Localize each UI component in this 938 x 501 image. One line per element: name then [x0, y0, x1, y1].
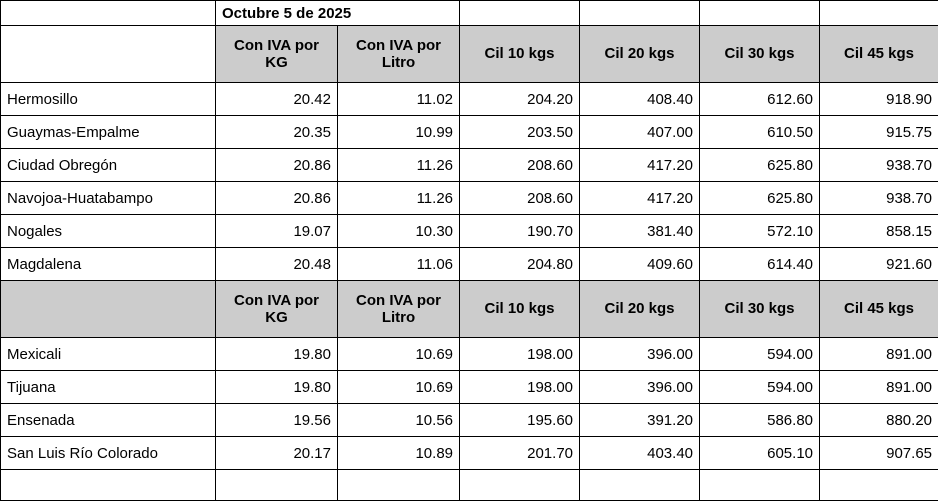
- header-row-baja: [1, 281, 938, 338]
- header-line-1: Con IVA por: [356, 37, 441, 54]
- column-header-cil-10: Cil 10 kgs: [460, 281, 580, 338]
- value-con-iva-kg: 19.80: [216, 338, 338, 371]
- value-con-iva-litro: 10.69: [338, 338, 460, 371]
- header-line-2: Litro: [382, 54, 415, 71]
- value-cil-30: 594.00: [700, 338, 820, 371]
- value-cil-10: 195.60: [460, 404, 580, 437]
- value-con-iva-kg: 20.17: [216, 437, 338, 470]
- table-row: [1, 116, 938, 149]
- empty-cell: [820, 470, 938, 501]
- value-cil-45: 858.15: [820, 215, 938, 248]
- column-header-con-iva-litro: [338, 281, 460, 338]
- value-cil-30: 625.80: [700, 149, 820, 182]
- empty-cell: [700, 1, 820, 26]
- column-header-cil-45: Cil 45 kgs: [820, 26, 938, 83]
- value-cil-10: 204.20: [460, 83, 580, 116]
- column-header-cil-20: Cil 20 kgs: [580, 281, 700, 338]
- value-cil-45: 915.75: [820, 116, 938, 149]
- value-cil-20: 403.40: [580, 437, 700, 470]
- value-cil-45: 938.70: [820, 149, 938, 182]
- value-cil-20: 408.40: [580, 83, 700, 116]
- header-line-2: KG: [265, 309, 288, 326]
- value-cil-45: 918.90: [820, 83, 938, 116]
- value-cil-20: 396.00: [580, 371, 700, 404]
- value-con-iva-litro: 11.02: [338, 83, 460, 116]
- value-cil-30: 572.10: [700, 215, 820, 248]
- value-cil-20: 396.00: [580, 338, 700, 371]
- table-row: [1, 248, 938, 281]
- city-name: Ensenada: [1, 404, 216, 437]
- table-row: [1, 215, 938, 248]
- value-con-iva-kg: 20.48: [216, 248, 338, 281]
- column-header-con-iva-kg: [216, 281, 338, 338]
- value-cil-30: 594.00: [700, 371, 820, 404]
- value-cil-30: 614.40: [700, 248, 820, 281]
- value-con-iva-litro: 10.30: [338, 215, 460, 248]
- value-cil-20: 417.20: [580, 149, 700, 182]
- value-cil-10: 208.60: [460, 149, 580, 182]
- header-line-2: KG: [265, 54, 288, 71]
- empty-cell: [460, 470, 580, 501]
- value-cil-45: 891.00: [820, 338, 938, 371]
- header-row-sonora: [1, 26, 938, 83]
- empty-cell: [700, 470, 820, 501]
- value-con-iva-kg: 19.07: [216, 215, 338, 248]
- city-name: Nogales: [1, 215, 216, 248]
- empty-cell: [1, 26, 216, 83]
- header-line-1: Con IVA por: [234, 292, 319, 309]
- value-con-iva-kg: 19.80: [216, 371, 338, 404]
- header-line-2: Litro: [382, 309, 415, 326]
- city-name: San Luis Río Colorado: [1, 437, 216, 470]
- value-con-iva-kg: 20.86: [216, 182, 338, 215]
- value-cil-20: 391.20: [580, 404, 700, 437]
- table-row: [1, 404, 938, 437]
- empty-gray-cell: [1, 281, 216, 338]
- value-con-iva-kg: 20.42: [216, 83, 338, 116]
- city-name: Ciudad Obregón: [1, 149, 216, 182]
- city-name: Navojoa-Huatabampo: [1, 182, 216, 215]
- empty-cell: [338, 470, 460, 501]
- sheet-date: Octubre 5 de 2025: [216, 1, 460, 26]
- value-con-iva-litro: 10.56: [338, 404, 460, 437]
- value-cil-20: 407.00: [580, 116, 700, 149]
- value-cil-30: 612.60: [700, 83, 820, 116]
- city-name: Hermosillo: [1, 83, 216, 116]
- city-name: Tijuana: [1, 371, 216, 404]
- column-header-cil-30: Cil 30 kgs: [700, 26, 820, 83]
- value-cil-30: 586.80: [700, 404, 820, 437]
- title-row: [1, 1, 938, 26]
- value-cil-20: 417.20: [580, 182, 700, 215]
- empty-cell: [1, 1, 216, 26]
- value-con-iva-kg: 19.56: [216, 404, 338, 437]
- value-con-iva-litro: 11.26: [338, 149, 460, 182]
- column-header-cil-20: Cil 20 kgs: [580, 26, 700, 83]
- column-header-cil-45: Cil 45 kgs: [820, 281, 938, 338]
- table-row: [1, 149, 938, 182]
- value-con-iva-litro: 10.69: [338, 371, 460, 404]
- table-row-partial: [1, 470, 938, 501]
- column-header-con-iva-kg: [216, 26, 338, 83]
- value-cil-10: 208.60: [460, 182, 580, 215]
- value-cil-30: 625.80: [700, 182, 820, 215]
- table-row: [1, 437, 938, 470]
- value-cil-10: 201.70: [460, 437, 580, 470]
- value-cil-45: 907.65: [820, 437, 938, 470]
- value-con-iva-kg: 20.86: [216, 149, 338, 182]
- value-cil-30: 605.10: [700, 437, 820, 470]
- value-cil-45: 891.00: [820, 371, 938, 404]
- value-con-iva-litro: 10.99: [338, 116, 460, 149]
- value-cil-10: 198.00: [460, 371, 580, 404]
- value-cil-20: 381.40: [580, 215, 700, 248]
- value-con-iva-litro: 10.89: [338, 437, 460, 470]
- city-name: Magdalena: [1, 248, 216, 281]
- empty-cell: [580, 470, 700, 501]
- column-header-cil-30: Cil 30 kgs: [700, 281, 820, 338]
- value-cil-10: 198.00: [460, 338, 580, 371]
- column-header-con-iva-litro: [338, 26, 460, 83]
- value-cil-10: 190.70: [460, 215, 580, 248]
- value-cil-45: 921.60: [820, 248, 938, 281]
- table-row: [1, 371, 938, 404]
- value-cil-30: 610.50: [700, 116, 820, 149]
- value-cil-45: 880.20: [820, 404, 938, 437]
- table-row: [1, 182, 938, 215]
- value-cil-45: 938.70: [820, 182, 938, 215]
- empty-cell: [216, 470, 338, 501]
- value-cil-10: 203.50: [460, 116, 580, 149]
- empty-cell: [460, 1, 580, 26]
- value-cil-20: 409.60: [580, 248, 700, 281]
- table-row: [1, 338, 938, 371]
- city-name: Guaymas-Empalme: [1, 116, 216, 149]
- city-name: Mexicali: [1, 338, 216, 371]
- empty-cell: [820, 1, 938, 26]
- value-con-iva-litro: 11.06: [338, 248, 460, 281]
- value-cil-10: 204.80: [460, 248, 580, 281]
- value-con-iva-litro: 11.26: [338, 182, 460, 215]
- header-line-1: Con IVA por: [234, 37, 319, 54]
- empty-cell: [580, 1, 700, 26]
- header-line-1: Con IVA por: [356, 292, 441, 309]
- table-row: [1, 83, 938, 116]
- value-con-iva-kg: 20.35: [216, 116, 338, 149]
- empty-cell: [1, 470, 216, 501]
- column-header-cil-10: Cil 10 kgs: [460, 26, 580, 83]
